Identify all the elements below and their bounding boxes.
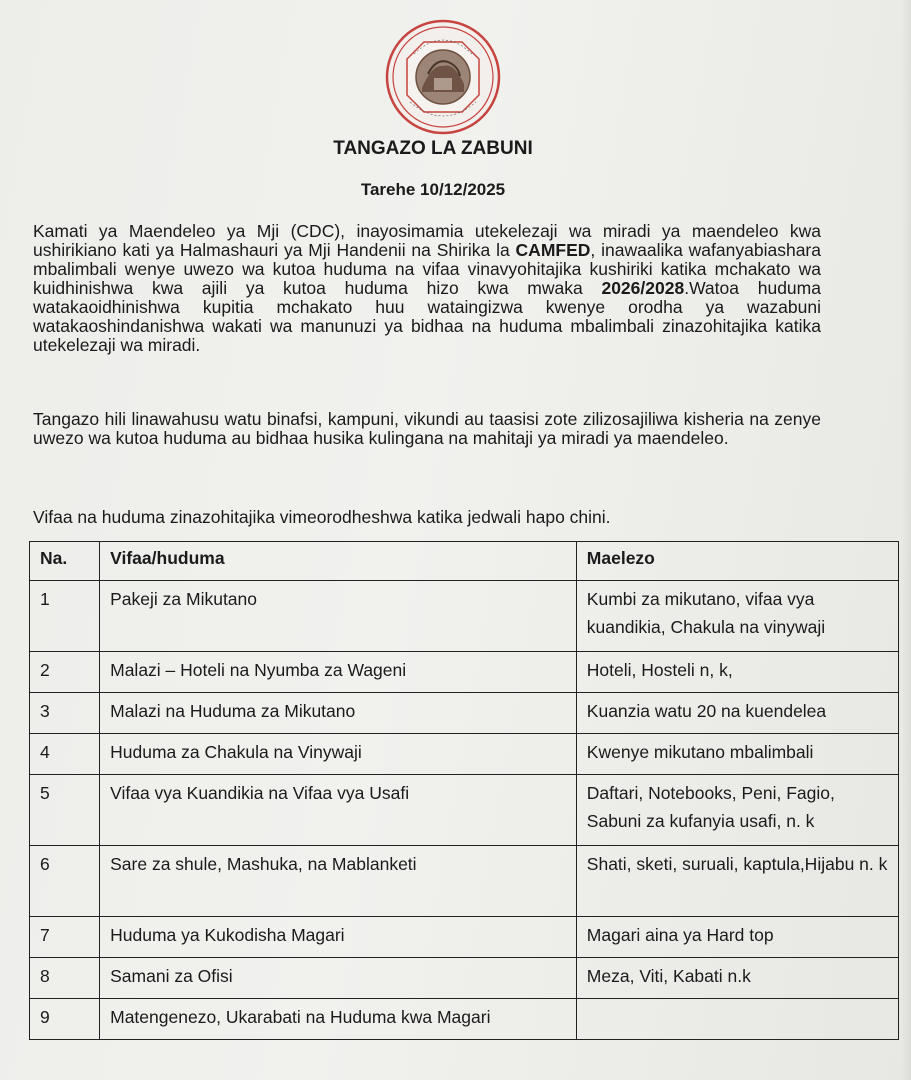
- camfed-label: CAMFED: [515, 240, 591, 260]
- table-intro-paragraph: Vifaa na huduma zinazohitajika vimeorodheshwa katika jedwali hapo chini.: [33, 507, 611, 527]
- row-item: Huduma za Chakula na Vinywaji: [100, 734, 577, 775]
- intro-text-2: , inawaalika wafanyabiashara mbalimbali wenye uwezo wa kutoa huduma na vifaa vinavyohitajika kushiriki katika mchakato wa kuidhinishwa kwa ajili ya kutoa huduma hizo kwa mwaka: [33, 240, 821, 298]
- row-item: Huduma ya Kukodisha Magari: [100, 917, 577, 958]
- row-number: 1: [30, 581, 100, 652]
- table-row: [30, 581, 899, 652]
- row-number: 8: [30, 958, 100, 999]
- intro-text-3: .Watoa huduma watakaoidhinishwa kupitia mchakato huu wataingizwa kwenye orodha ya wazabuni watakaoshindanishwa wakati wa manunuzi ya bidhaa na huduma mbalimbali zinazohitajika katika utekelezaji wa miradi.: [33, 278, 821, 355]
- row-number: 7: [30, 917, 100, 958]
- row-item: Pakeji za Mikutano: [100, 581, 577, 652]
- row-description: [576, 999, 898, 1040]
- row-item: Sare za shule, Mashuka, na Mablanketi: [100, 846, 577, 917]
- eligibility-paragraph: Tangazo hili linawahusu watu binafsi, kampuni, vikundi au taasisi zote zilizosajiliwa kisheria na zenye uwezo wa kutoa huduma au bidhaa husika kulingana na mahitaji ya miradi ya maendeleo.: [33, 409, 821, 448]
- row-description: Kuanzia watu 20 na kuendelea: [576, 693, 898, 734]
- header-item: Vifaa/huduma: [100, 542, 577, 581]
- intro-paragraph: [33, 222, 821, 355]
- row-description: Kwenye mikutano mbalimbali: [576, 734, 898, 775]
- row-item: Malazi – Hoteli na Nyumba za Wageni: [100, 652, 577, 693]
- intro-text-1: Kamati ya Maendeleo ya Mji (CDC), inayosimamia utekelezaji wa miradi ya maendeleo kwa ushirikiano kati ya Halmashauri ya Mji Handenii na Shirika la: [33, 221, 821, 260]
- table-row: [30, 652, 899, 693]
- table-row: [30, 958, 899, 999]
- row-description: Shati, sketi, suruali, kaptula,Hijabu n. k: [576, 846, 898, 917]
- items-table: [29, 541, 899, 1040]
- table-row: [30, 917, 899, 958]
- table-row: [30, 693, 899, 734]
- row-number: 2: [30, 652, 100, 693]
- table-row: [30, 734, 899, 775]
- row-description: Magari aina ya Hard top: [576, 917, 898, 958]
- table-row: [30, 846, 899, 917]
- row-number: 4: [30, 734, 100, 775]
- table-header-row: [30, 542, 899, 581]
- row-number: 5: [30, 775, 100, 846]
- page-edge-shadow: [901, 0, 911, 1080]
- period-label: 2026/2028: [601, 278, 685, 298]
- row-item: Malazi na Huduma za Mikutano: [100, 693, 577, 734]
- row-number: 3: [30, 693, 100, 734]
- notice-date: Tarehe 10/12/2025: [360, 180, 506, 199]
- row-description: Meza, Viti, Kabati n.k: [576, 958, 898, 999]
- row-item: Vifaa vya Kuandikia na Vifaa vya Usafi: [100, 775, 577, 846]
- header-number: Na.: [30, 542, 100, 581]
- table-row: [30, 775, 899, 846]
- official-seal: [384, 18, 502, 136]
- table-row: [30, 999, 899, 1040]
- row-description: Hoteli, Hosteli n, k,: [576, 652, 898, 693]
- row-item: Matengenezo, Ukarabati na Huduma kwa Magari: [100, 999, 577, 1040]
- header-description: Maelezo: [576, 542, 898, 581]
- row-number: 9: [30, 999, 100, 1040]
- notice-title: TANGAZO LA ZABUNI: [333, 138, 533, 159]
- row-description: Daftari, Notebooks, Peni, Fagio, Sabuni za kufanyia usafi, n. k: [576, 775, 898, 846]
- row-description: Kumbi za mikutano, vifaa vya kuandikia, Chakula na vinywaji: [576, 581, 898, 652]
- row-item: Samani za Ofisi: [100, 958, 577, 999]
- row-number: 6: [30, 846, 100, 917]
